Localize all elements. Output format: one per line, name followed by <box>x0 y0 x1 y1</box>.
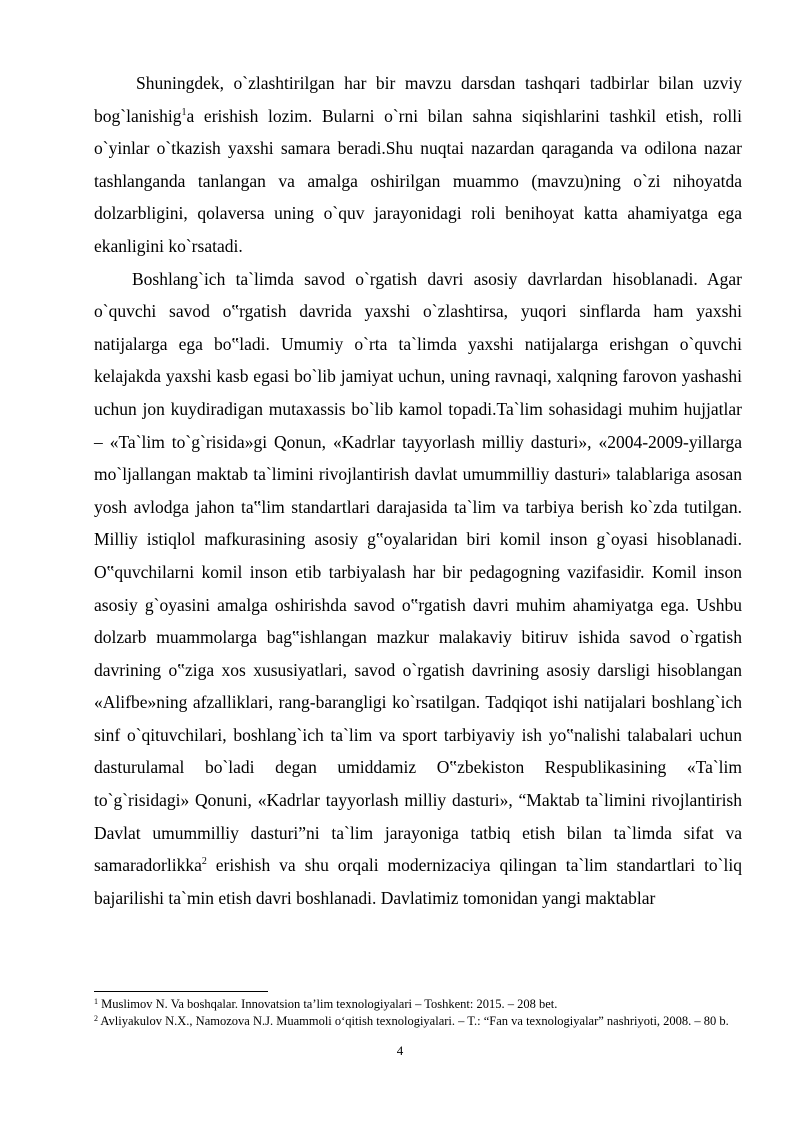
footnote-1-number: 1 <box>94 997 98 1006</box>
paragraph-1-text-b: a erishish lozim. Bularni o`rni bilan sahna siqishlarini tashkil etish, rolli o`yinlar o`tkazish yaxshi samara beradi.Shu nuqtai nazardan qaraganda va odilona nazar tashlanganda tanlangan va amalga oshirilgan muammo (mavzu)ning o`zi nihoyatda dolzarbligini, qolaversa uning o`quv jarayonidagi roli benihoyat katta ahamiyatga ega ekanligini ko`rsatadi. <box>94 105 742 256</box>
paragraph-1-text-a: Shuningdek, o`zlashtirilgan har bir mavzu darsdan tashqari tadbirlar bilan uzviy bog`lanishig <box>94 73 742 126</box>
body-text <box>94 67 742 914</box>
footnote-separator <box>94 991 268 992</box>
paragraph-2-text-a: Boshlang`ich ta`limda savod o`rgatish davri asosiy davrlardan hisoblanadi. Agar o`quvchi savod o‟rgatish davrida yaxshi o`zlashtirsa, yuqori sinflarda ham yaxshi natijalarga ega bo‟ladi. Umumiy o`rta ta`limda yaxshi natijalarga erishgan o`quvchi kelajakda yaxshi kasb egasi bo`lib jamiyat uchun, uning ravnaqi, xalqning farovon yashashi uchun jon kuydiradigan mutaxassis bo`lib kamol topadi.Ta`lim sohasidagi muhim hujjatlar – «Ta`lim to`g`risida»gi Qonun, «Kadrlar tayyorlash milliy dasturi», «2004-2009-yillarga mo`ljallangan maktab ta`limini rivojlantirish davlat umummilliy dasturi» talablariga asosan yosh avlodga jahon ta‟lim standartlari darajasida ta`lim va tarbiya berish ko`zda tutilgan. Milliy istiqlol mafkurasining asosiy g‟oyalaridan biri komil inson g`oyasi hisoblanadi. O‟quvchilarni komil inson etib tarbiyalash har bir pedagogning vazifasidir. Komil inson asosiy g`oyasini amalga oshirishda savod o‟rgatish davri muhim ahamiyatga ega. Ushbu dolzarb muammolarga bag‟ishlangan mazkur malakaviy bitiruv ishida savod o`rgatish davrining o‟ziga xos xususiyatlari, savod o`rgatish davrining asosiy darsligi hisoblangan «Alifbe»ning afzalliklari, rang-barangligi ko`rsatilgan. Tadqiqot ishi natijalari boshlang`ich sinf o`qituvchilari, boshlang`ich ta`lim va sport tarbiyaviy ish yo‟nalishi talabalari uchun dasturulamal bo`ladi degan umiddamiz O‟zbekiston Respublikasining «Ta`lim to`g`risidagi» Qonuni, «Kadrlar tayyorlash milliy dasturi», “Maktab ta`limini rivojlantirish Davlat umummilliy dasturi”ni ta`lim jarayoniga tatbiq etish bilan ta`limda sifat va samaradorlikka <box>94 268 742 876</box>
paragraph-1 <box>94 67 742 263</box>
footnote-ref-2[interactable]: 2 <box>201 856 207 868</box>
paragraph-2-text-b: erishish va shu orqali modernizaciya qilingan ta`lim standartlari to`liq bajarilishi ta`min etish davri boshlanadi. Davlatimiz tomonidan yangi maktablar <box>94 855 742 908</box>
paragraph-2 <box>94 263 742 915</box>
footnote-2-text: Avliyakulov N.X., Namozova N.J. Muammoli o‘qitish texnologiyalari. – T.: “Fan va texnologiyalar” nashriyoti, 2008. – 80 b. <box>98 1014 729 1028</box>
footnote-1-text: Muslimov N. Va boshqalar. Innovatsion ta’lim texnologiyalari – Toshkent: 2015. – 208 bet. <box>98 997 558 1011</box>
page-number: 4 <box>396 1043 404 1058</box>
footnotes <box>94 996 742 1030</box>
footnote-2-number: 2 <box>94 1014 98 1023</box>
footnote-ref-1[interactable]: 1 <box>181 106 187 118</box>
footnote-2 <box>94 1013 742 1029</box>
footnote-1 <box>94 996 742 1012</box>
